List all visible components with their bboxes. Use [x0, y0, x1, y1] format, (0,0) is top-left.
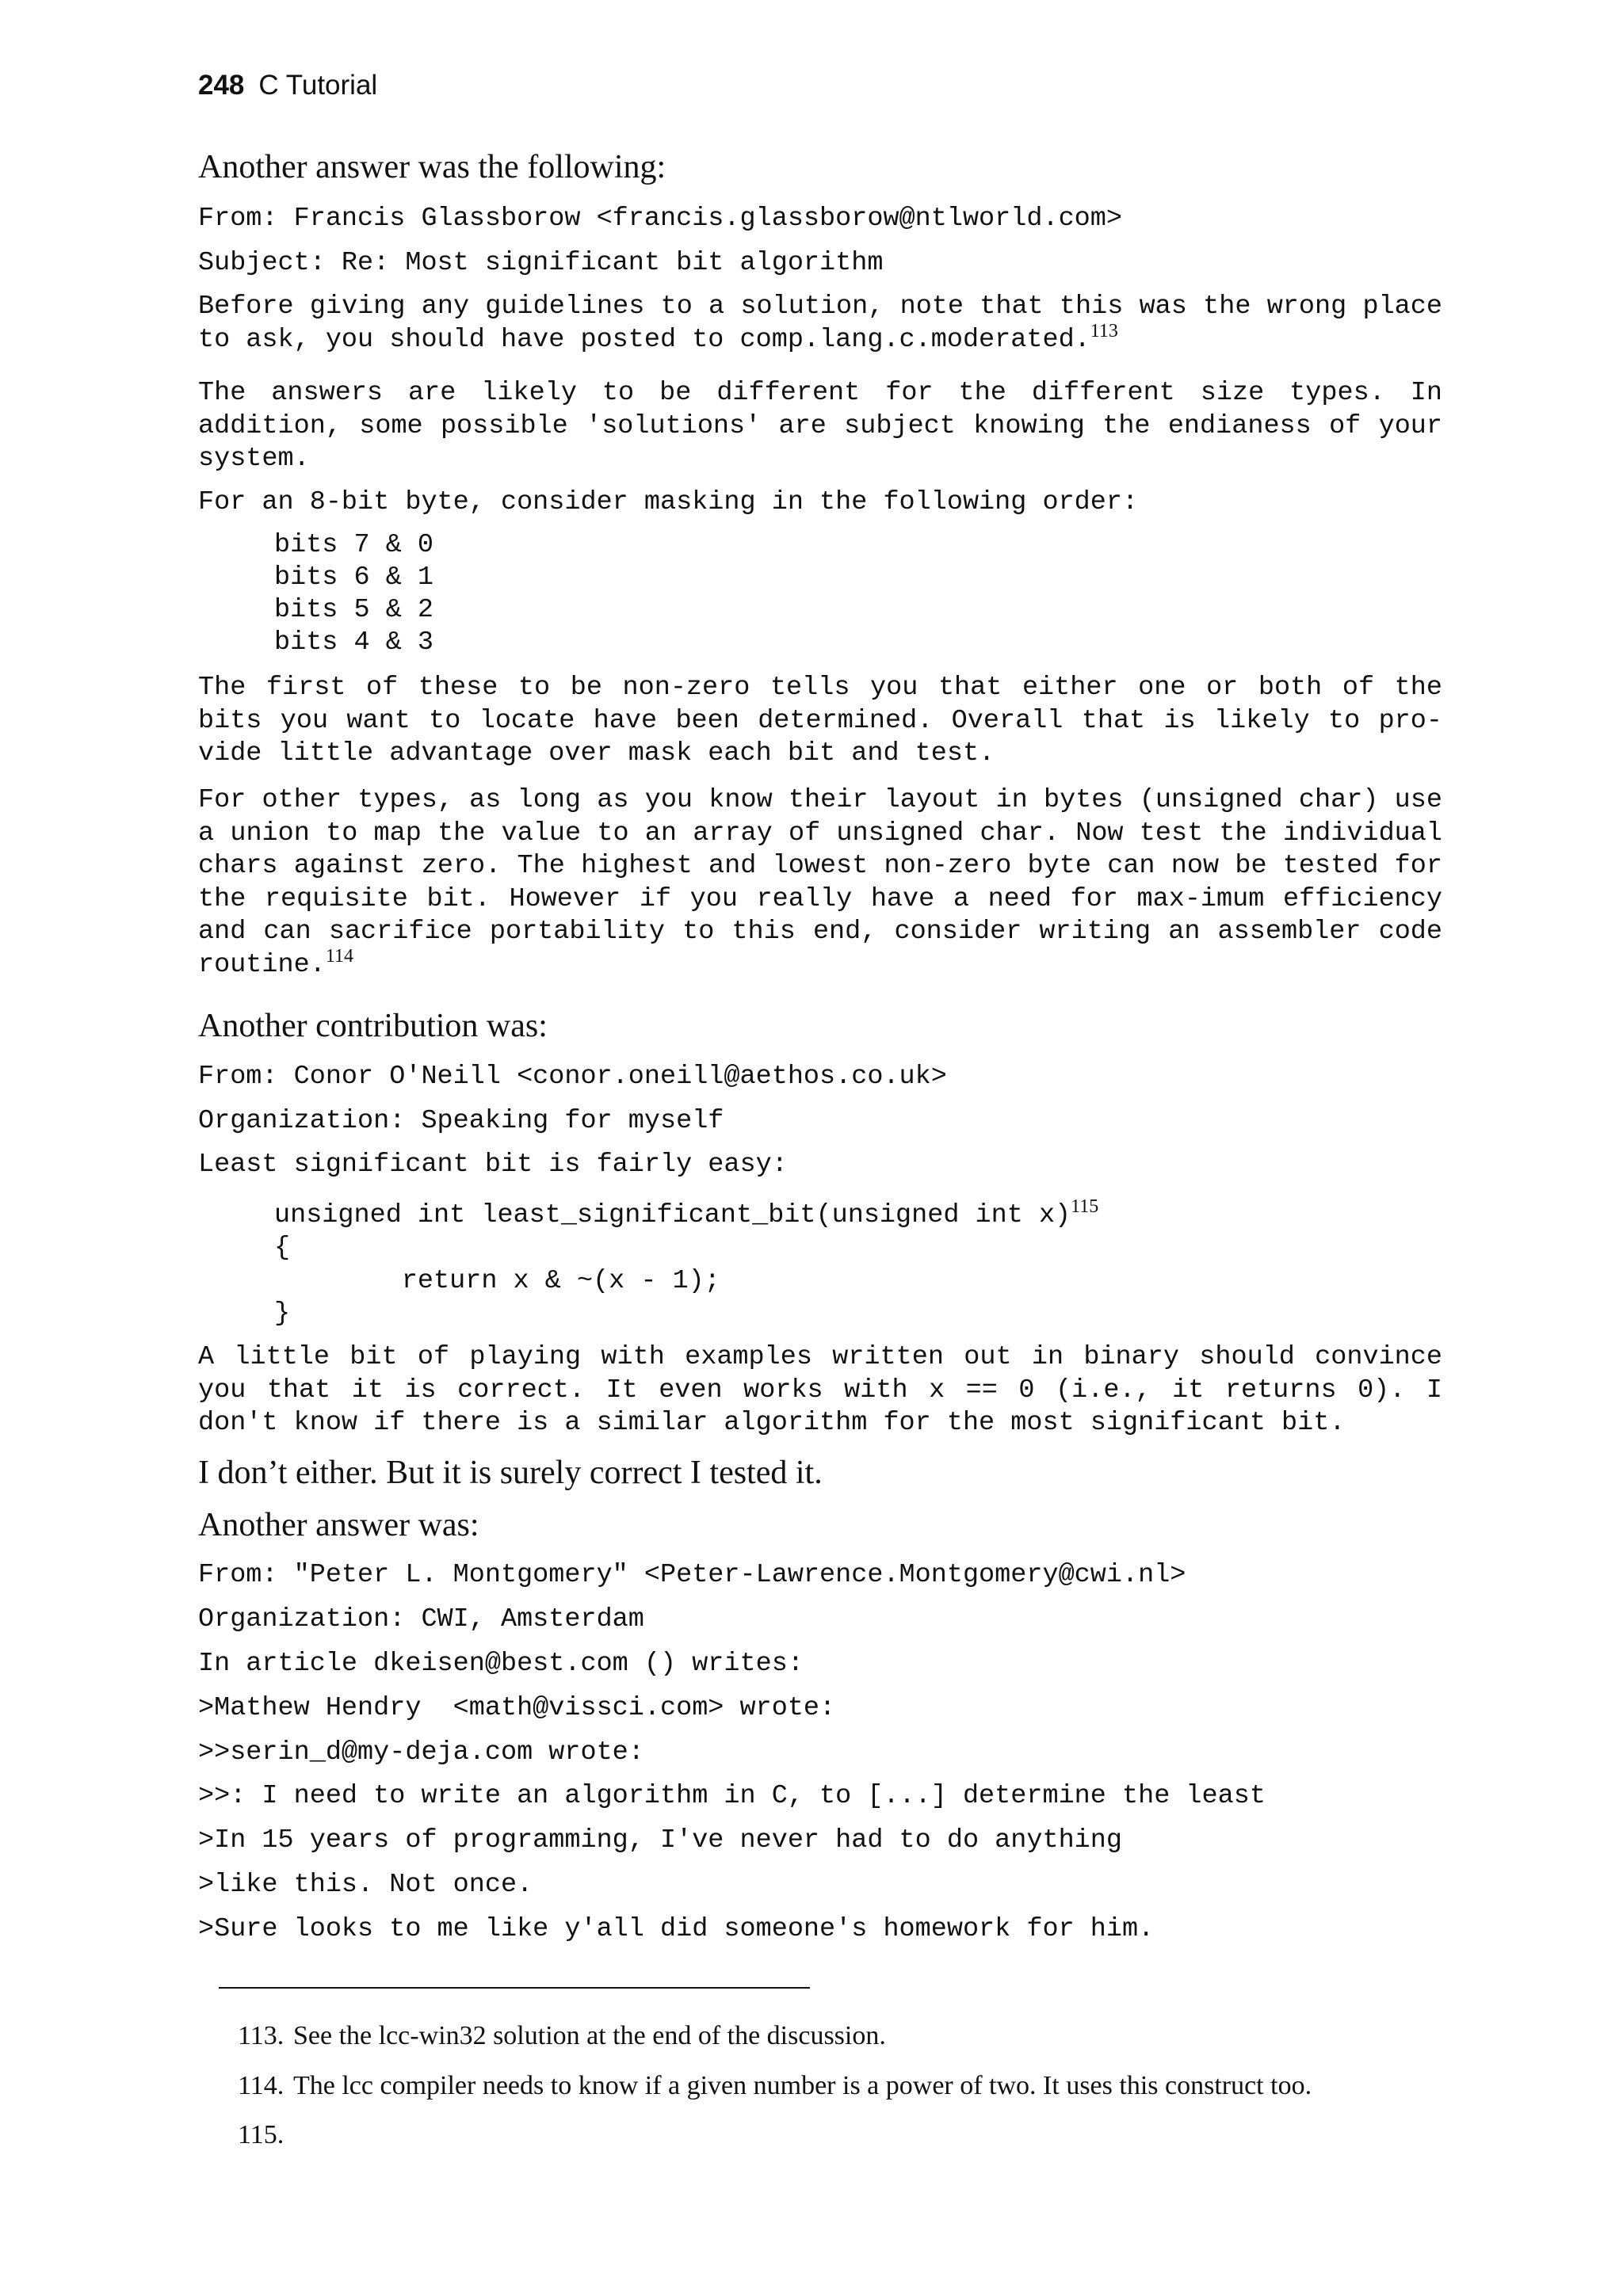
page-number: 248 — [198, 70, 245, 101]
footnote-text: The lcc compiler needs to know if a given number is a power of two. It uses this construct too. — [293, 2071, 1312, 2100]
comment-text: I don’t either. But it is surely correct I tested it. — [198, 1455, 823, 1491]
post1-subject: Subject: Re: Most significant bit algorithm — [198, 248, 884, 278]
bits-list-item: bits 5 & 2 — [274, 595, 434, 625]
code-line — [274, 1196, 1099, 1233]
footnote-ref-115[interactable]: 115 — [1071, 1196, 1099, 1217]
intro-text: Another answer was the following: — [198, 149, 666, 185]
post3-line: >like this. Not once. — [198, 1870, 533, 1900]
post1-paragraph-text: Before giving any guidelines to a solution, note that this was the wrong place to ask, you should have posted to comp.lang.c.moderated. — [198, 292, 1442, 355]
post2-from: From: Conor O'Neill <conor.oneill@aethos.co.uk> — [198, 1062, 947, 1092]
post3-line: >Sure looks to me like y'all did someone's homework for him. — [198, 1914, 1155, 1944]
footnote-number: 113. — [238, 2021, 285, 2050]
bits-list-item: bits 6 & 1 — [274, 563, 434, 593]
post3-line: >>serin_d@my-deja.com wrote: — [198, 1737, 644, 1768]
running-title: C Tutorial — [258, 70, 378, 101]
post2-paragraph: A little bit of playing with examples written out in binary should convince you that it is correct. It even works with x == 0 (i.e., it returns 0). I don't know if there is a similar algorithm for the most significant bit. — [198, 1342, 1442, 1438]
post3-line: In article dkeisen@best.com () writes: — [198, 1649, 804, 1679]
code-line: } — [274, 1299, 291, 1329]
footnote-number: 115. — [238, 2120, 285, 2149]
footnote-text: See the lcc-win32 solution at the end of the discussion. — [293, 2021, 886, 2050]
footnote-ref-114[interactable]: 114 — [325, 945, 353, 967]
post1-paragraph: The answers are likely to be different for the different size types. In addition, some possible 'solutions' are subject knowing the endianess of your system. — [198, 378, 1442, 474]
post3-line: >In 15 years of programming, I've never had to do anything — [198, 1825, 1122, 1855]
post1-paragraph — [198, 291, 1442, 357]
footnote-number: 114. — [238, 2071, 285, 2100]
code-line-text: unsigned int least_significant_bit(unsigned int x) — [274, 1200, 1071, 1230]
intro-text: Another answer was: — [198, 1507, 479, 1543]
post1-paragraph: The first of these to be non-zero tells you that either one or both of the bits you want to locate have been determined. Overall that is likely to pro-vide little advantage over mask each bit and test. — [198, 673, 1442, 769]
intro-text: Another contribution was: — [198, 1008, 548, 1044]
post2-organization: Organization: Speaking for myself — [198, 1106, 724, 1136]
post3-line: >>: I need to write an algorithm in C, to [...] determine the least — [198, 1781, 1266, 1811]
post1-paragraph-text: For other types, as long as you know their layout in bytes (unsigned char) use a union to map the value to an array of unsigned char. Now test the individual chars against zero. The highest and lowest non-zero byte can now be tested for the requisite bit. However if you really have a need for max-imum efficiency and can sacrifice portability to this end, consider writing an assembler code routine. — [198, 785, 1442, 980]
running-header — [198, 70, 377, 101]
post1-from: From: Francis Glassborow <francis.glassborow@ntlworld.com> — [198, 204, 1122, 234]
footnote-113 — [238, 2019, 886, 2054]
post3-line: Organization: CWI, Amsterdam — [198, 1604, 644, 1634]
post1-paragraph: For an 8-bit byte, consider masking in the following order: — [198, 487, 1139, 517]
post3-line: From: "Peter L. Montgomery" <Peter-Lawrence.Montgomery@cwi.nl> — [198, 1560, 1186, 1590]
bits-list-item: bits 4 & 3 — [274, 627, 434, 658]
code-line: return x & ~(x - 1); — [274, 1266, 720, 1296]
footnote-ref-113[interactable]: 113 — [1090, 320, 1118, 341]
post3-line: >Mathew Hendry <math@vissci.com> wrote: — [198, 1693, 836, 1723]
footnote-114 — [238, 2069, 1312, 2103]
post1-paragraph — [198, 784, 1442, 982]
footnote-divider — [219, 1987, 810, 1989]
post2-paragraph: Least significant bit is fairly easy: — [198, 1150, 788, 1180]
code-line: { — [274, 1233, 291, 1263]
bits-list-item: bits 7 & 0 — [274, 530, 434, 560]
footnote-115 — [238, 2118, 293, 2153]
